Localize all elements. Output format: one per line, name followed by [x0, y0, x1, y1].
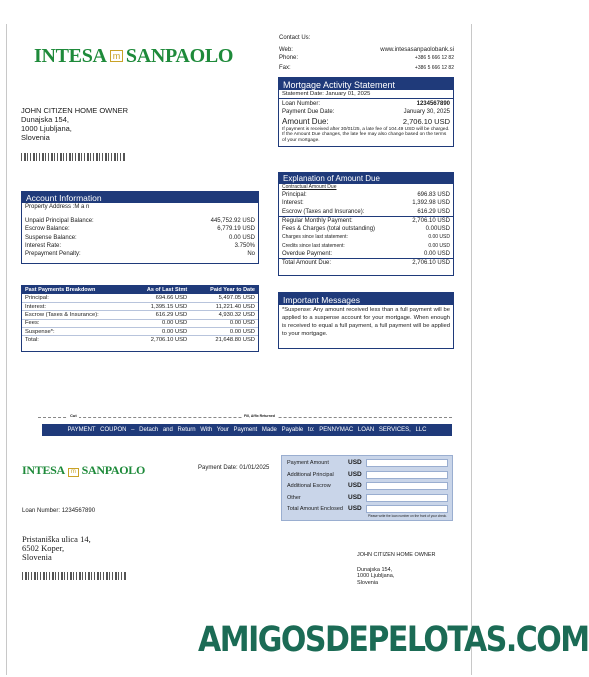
pay-row-unit: USD [348, 470, 362, 478]
address-line: Slovenia [22, 552, 52, 562]
table-row [22, 294, 258, 302]
account-title: Account Information [22, 192, 258, 203]
pay-row-unit: USD [348, 493, 362, 501]
pay-row [286, 470, 450, 480]
table-cell: Escrow (Taxes & Insurance): [22, 311, 128, 319]
mortgage-activity-statement: Mortgage Activity Statement Statement Date: January 01, 2025 Loan Number: 1234567890 Payment Due Date: January 30, 2025 Amount Due: 2,706.10 USD If payment is received after 30/01/25, a late fee of 104.49 USD will be charged. If the Amount Due changes, the late fee may also change based on the terms of your mortgage. [278, 77, 454, 147]
value-row [279, 208, 453, 216]
table-cell: 5,497.05 USD [190, 294, 258, 302]
table-cell: 21,648.80 USD [215, 337, 255, 344]
value-row [22, 225, 258, 233]
row-value: 696.83 USD [417, 192, 450, 198]
bank-logo: INTESA m SANPAOLO [34, 45, 234, 67]
coupon-loan-number: Loan Number: 1234567890 [22, 508, 96, 514]
account-information [21, 191, 259, 264]
row-value: 0.00 USD [228, 234, 255, 241]
table-cell: Fees: [22, 319, 128, 327]
amount-entry-field[interactable] [366, 505, 448, 513]
row-value: 0.00USD [425, 226, 450, 233]
table-header: Past Payments Breakdown [22, 286, 128, 294]
customer-address: JOHN CITIZEN HOME OWNER Dunajska 154, 1000 Ljubljana, Slovenia [21, 106, 129, 142]
web-link[interactable]: www.intesasanpaolobank.si [380, 47, 454, 53]
statement-title: Mortgage Activity Statement [279, 78, 453, 90]
row-value: 0.00 USD [428, 234, 450, 241]
table-row [22, 311, 258, 319]
row-label: Fees & Charges (total outstanding) [282, 226, 376, 233]
table-cell: Principal: [22, 294, 128, 302]
row-value: 2,706.10 USD [412, 217, 450, 224]
explanation-title: Explanation of Amount Due [279, 173, 453, 184]
statement-date: Statement Date: January 01, 2025 [279, 90, 453, 99]
pay-row [286, 493, 450, 503]
pay-row [286, 481, 450, 491]
address-line: Slovenia [357, 579, 379, 586]
table-cell: 0.00 USD [128, 328, 190, 336]
pay-row-label: Total Amount Enclosed [287, 506, 343, 512]
table-cell: 0.00 USD [128, 319, 190, 327]
pay-row-unit: USD [348, 482, 362, 489]
value-row [22, 217, 258, 225]
table-row [22, 302, 258, 310]
explanation-of-amount-due: Explanation of Amount Due Contractual Amount Due Principal: 696.83 USD Interest: 1,392.98 USD Escrow (Taxes and Insurance): 616.29 USD Regular Monthly Payment: 2,706.10 USD Fees & Charges (total outstanding) 0.00USD Charges since last statement: 0.00 USD Credits since last statement: 0.00 USD Overdue Payment: 0.00 USD Total Amount Due: 2,706.10 USD [278, 172, 454, 276]
table-row [22, 328, 258, 336]
contact-heading: Contact Us: [279, 35, 311, 41]
pay-row [286, 458, 450, 468]
row-label: Interest Rate: [25, 242, 62, 249]
pay-row-unit: USD [348, 505, 362, 512]
value-row [22, 242, 258, 250]
amount-entry-field[interactable] [366, 459, 448, 467]
row-value: 6,779.19 USD [217, 226, 255, 233]
row-value: 1,392.98 USD [412, 200, 450, 207]
table-cell: 2,706.10 USD [150, 337, 188, 344]
logo-mark-icon: m [110, 50, 123, 62]
row-label: Unpaid Principal Balance: [25, 218, 94, 224]
table-header: As of Last Stmt [128, 286, 190, 294]
coupon-payment-date: Payment Date: 01/01/2025 [198, 465, 270, 471]
row-value: 2,706.10 USD [412, 260, 450, 267]
explanation-rows [279, 191, 453, 268]
table-cell: 616.29 USD [128, 311, 190, 319]
amount-entry-field[interactable] [366, 494, 448, 502]
coupon-logo: INTESA m SANPAOLO [22, 463, 145, 477]
important-title: Important Messages [279, 293, 453, 305]
row-label: Suspense Balance: [25, 234, 77, 241]
value-row [279, 191, 453, 199]
table-cell: 0.00 USD [190, 328, 258, 336]
amount-entry-field[interactable] [366, 471, 448, 479]
coupon-customer-address [357, 552, 436, 586]
watermark: AMIGOSDEPELOTAS.COM [198, 620, 589, 661]
value-row [279, 242, 453, 250]
account-rows [22, 217, 258, 258]
value-row [279, 233, 453, 241]
row-label: Escrow Balance: [25, 226, 70, 233]
pay-row-label: Additional Principal [287, 471, 334, 478]
table-cell: 1,395.15 USD [128, 302, 190, 310]
pay-row-label: Other [287, 494, 301, 501]
pay-row-label: Payment Amount [287, 460, 329, 466]
row-label: Total Amount Due: [282, 260, 332, 267]
postal-barcode [21, 153, 126, 161]
value-row [22, 234, 258, 242]
address-line: 6502 Koper, [22, 543, 65, 553]
address-line: Dunajska 154, [357, 566, 393, 573]
return-address [22, 535, 91, 562]
table-cell: 694.66 USD [128, 294, 190, 302]
row-label: Interest: [282, 200, 304, 207]
row-value: 3.750% [234, 242, 255, 249]
row-value: 0.00 USD [423, 251, 450, 258]
loan-number: 1234567890 [416, 101, 450, 107]
past-payments-breakdown [21, 285, 259, 352]
value-row [279, 258, 453, 267]
late-fee-note: If payment is received after 30/01/25, a late fee of 104.49 USD will be charged. If the Amount Due changes, the late fee may also change based on the terms of your mortgage. [282, 126, 450, 143]
payment-due-date: January 30, 2025 [403, 109, 450, 116]
cut-left-label: Cut [70, 413, 77, 418]
table-row [22, 319, 258, 327]
amount-entry-field[interactable] [366, 482, 448, 490]
coupon-logo-mark-icon: m [68, 468, 79, 477]
value-row [279, 250, 453, 258]
table-cell: Interest: [22, 302, 128, 310]
row-value: 0.00 USD [428, 242, 450, 249]
row-label: Charges since last statement: [282, 234, 348, 241]
important-messages [278, 292, 454, 349]
contact-block: Contact Us: Web: www.intesasanpaolobank.si Phone: +386 5 666 12 82 Fax: +386 5 666 12 82 [279, 35, 454, 71]
important-text: *Suspense: Any amount received less than a full payment will be applied to a suspense account for your mortgage. When enough is received to equal a full payment, a full payment will be applied to your mortgage. [282, 307, 450, 337]
row-label: Principal: [282, 192, 307, 198]
row-label: Credits since last statement: [282, 242, 345, 249]
address-line: JOHN CITIZEN HOME OWNER [357, 552, 436, 558]
amount-due: 2,706.10 USD [402, 116, 450, 126]
pay-row-label: Additional Escrow [287, 483, 331, 489]
table-cell: Total: [25, 337, 39, 344]
value-row [22, 250, 258, 258]
table-cell: 4,930.32 USD [190, 311, 258, 319]
value-row [279, 225, 453, 233]
table-header: Paid Year to Date [190, 286, 258, 294]
row-value: 445,752.92 USD [210, 218, 255, 224]
row-label: Regular Monthly Payment: [282, 217, 353, 224]
table-cell: 0.00 USD [190, 319, 258, 327]
address-line: 1000 Ljubljana, [357, 573, 395, 579]
value-row [279, 199, 453, 207]
payment-entry-box [281, 455, 453, 521]
row-value: No [247, 251, 255, 258]
pay-row-unit: USD [348, 459, 362, 466]
row-label: Overdue Payment: [282, 251, 333, 258]
property-address: Property Address :M a n [25, 204, 90, 210]
address-line: Pristaniška ulica 14, [22, 534, 91, 544]
table-cell: Suspense*: [22, 328, 128, 336]
cut-right-label: Fill, Affix Returned [244, 414, 275, 418]
coupon-barcode [22, 572, 127, 580]
table-cell: 11,221.40 USD [190, 302, 258, 310]
payment-coupon-band: PAYMENT COUPON – Detach and Return With Your Payment Made Payable to: PENNYMAC LOAN SERVICES, LLC [42, 424, 452, 436]
value-row [279, 216, 453, 225]
pay-note: Please write the loan number on the front of your check. [368, 514, 448, 518]
table-row [22, 336, 258, 344]
row-label: Prepayment Penalty: [25, 251, 81, 258]
row-label: Escrow (Taxes and Insurance): [282, 208, 365, 215]
pay-row [286, 504, 450, 514]
row-value: 616.29 USD [417, 208, 450, 215]
past-payments-table [22, 286, 258, 344]
